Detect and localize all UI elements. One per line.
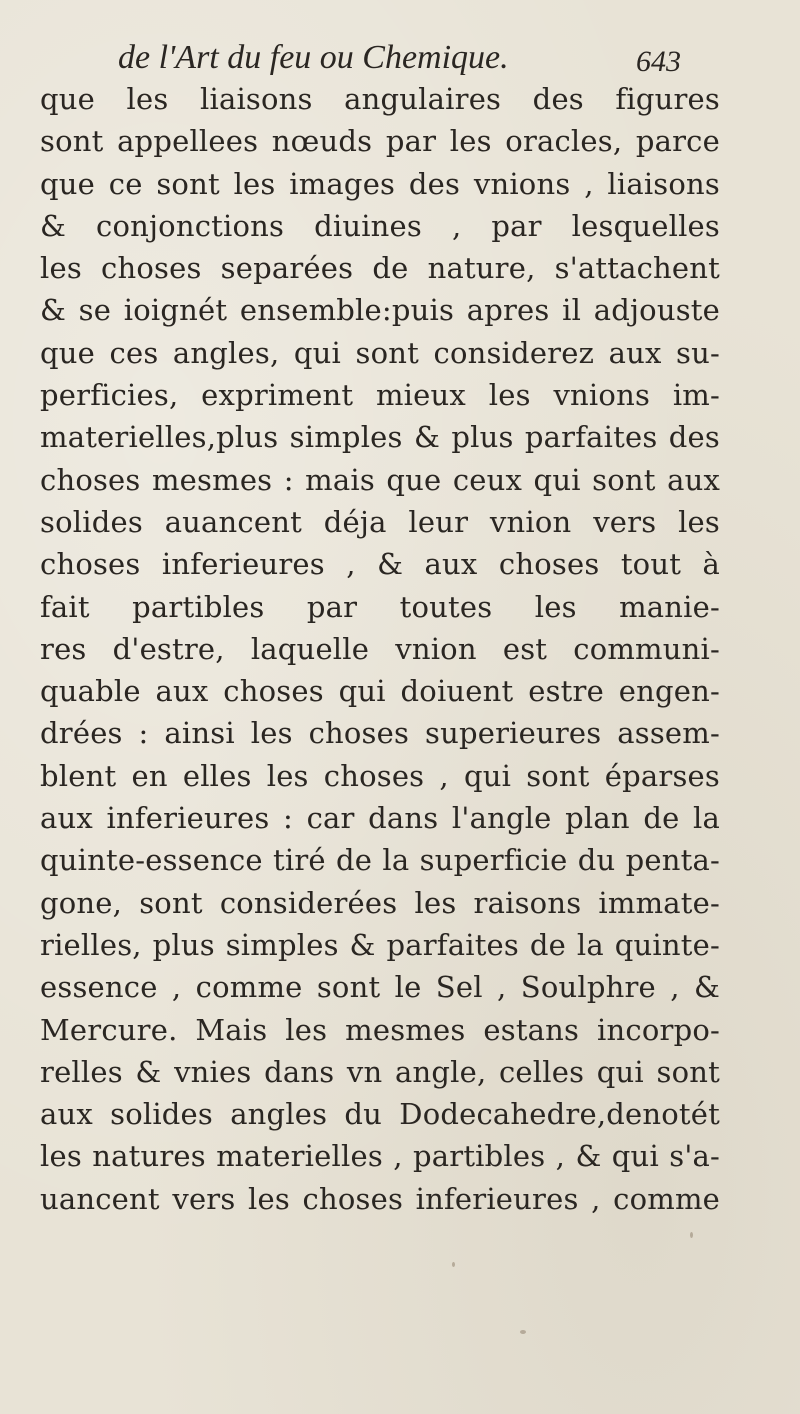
text-line: drées : ainsi les choses superieures assem- xyxy=(40,716,720,751)
text-line: & se ioignét ensemble:puis apres il adjouste xyxy=(40,293,720,328)
running-title: de l'Art du feu ou Chemique. xyxy=(118,39,509,76)
text-line: les natures materielles , partibles , & qui s'a- xyxy=(40,1139,720,1174)
text-line: rielles, plus simples & parfaites de la quinte- xyxy=(40,927,720,962)
text-line: que les liaisons angulaires des figures xyxy=(40,82,720,116)
text-line: uancent vers les choses inferieures , comme xyxy=(40,1181,720,1216)
paper-speck xyxy=(690,1232,693,1238)
text-line: res d'estre, laquelle vnion est communi- xyxy=(40,631,720,666)
text-line: que ce sont les images des vnions , liaisons xyxy=(40,166,720,201)
text-line: choses inferieures , & aux choses tout à xyxy=(40,547,720,582)
text-line: choses mesmes : mais que ceux qui sont aux xyxy=(40,462,720,497)
paper-speck xyxy=(520,1330,526,1334)
text-line: relles & vnies dans vn angle, celles qui sont xyxy=(40,1054,720,1089)
text-line: blent en elles les choses , qui sont éparses xyxy=(40,758,720,793)
text-line: fait partibles par toutes les manie- xyxy=(40,589,720,624)
paper-speck xyxy=(452,1262,455,1267)
text-line: sont appellees nœuds par les oracles, parce xyxy=(40,124,720,159)
text-line: quable aux choses qui doiuent estre engen- xyxy=(40,674,720,709)
text-line: gone, sont considerées les raisons immate- xyxy=(40,885,720,920)
body-text xyxy=(40,78,720,1220)
text-line: les choses separées de nature, s'attachent xyxy=(40,251,720,286)
text-line: aux solides angles du Dodecahedre,denotét xyxy=(40,1097,720,1132)
text-line: & conjonctions diuines , par lesquelles xyxy=(40,208,720,243)
text-line: essence , comme sont le Sel , Soulphre , & xyxy=(40,970,720,1005)
text-line: perficies, expriment mieux les vnions im- xyxy=(40,378,720,413)
page-number: 643 xyxy=(636,45,681,78)
text-line: aux inferieures : car dans l'angle plan de la xyxy=(40,801,720,836)
text-line: solides auancent déja leur vnion vers les xyxy=(40,504,720,539)
text-line: Mercure. Mais les mesmes estans incorpo- xyxy=(40,1012,720,1047)
text-line: quinte-essence tiré de la superficie du penta- xyxy=(40,843,720,878)
text-line: que ces angles, qui sont considerez aux su- xyxy=(40,335,720,370)
text-line: materielles,plus simples & plus parfaites des xyxy=(40,420,720,455)
